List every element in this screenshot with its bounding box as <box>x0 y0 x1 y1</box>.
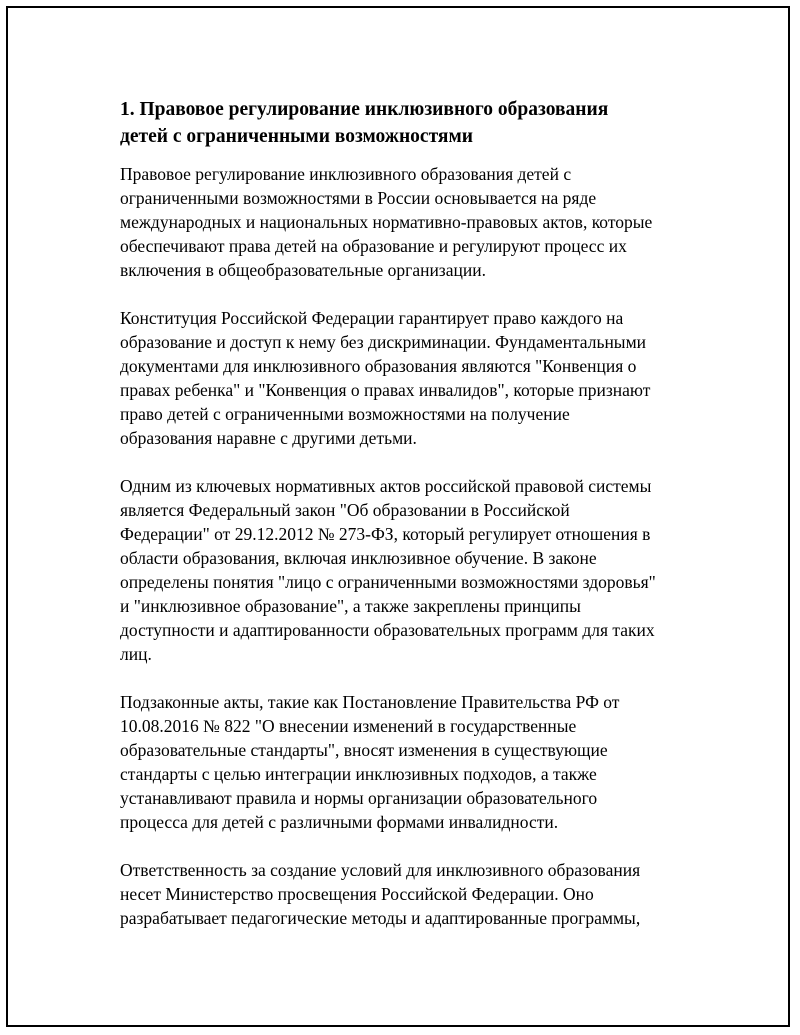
paragraph-legal-basis <box>120 162 696 282</box>
text-line: обеспечивают права детей на образование и регулируют процесс их <box>120 236 627 256</box>
text-line: устанавливают правила и нормы организации образовательного <box>120 788 598 808</box>
text-line: ограниченными возможностями в России основывается на ряде <box>120 188 597 208</box>
text-line: и "инклюзивное образование", а также закреплены принципы <box>120 596 581 616</box>
text-line: Конституция Российской Федерации гарантирует право каждого на <box>120 308 624 328</box>
text-line: области образования, включая инклюзивное обучение. В законе <box>120 548 597 568</box>
text-line: несет Министерство просвещения Российской Федерации. Оно <box>120 884 594 904</box>
paragraph-bylaws <box>120 690 696 834</box>
text-line: процесса для детей с различными формами инвалидности. <box>120 812 559 832</box>
text-line: 10.08.2016 № 822 "О внесении изменений в государственные <box>120 716 577 736</box>
text-line: международных и национальных нормативно-правовых актов, которые <box>120 212 653 232</box>
document-body <box>120 96 696 954</box>
text-line: Ответственность за создание условий для инклюзивного образования <box>120 860 641 880</box>
paragraph-constitution <box>120 306 696 450</box>
paragraph-federal-law <box>120 474 696 666</box>
section-heading <box>120 96 696 150</box>
paragraph-ministry <box>120 858 696 930</box>
heading-line: детей с ограниченными возможностями <box>120 126 473 147</box>
page-frame <box>6 6 790 1027</box>
text-line: разрабатывает педагогические методы и адаптированные программы, <box>120 908 641 928</box>
text-line: определены понятия "лицо с ограниченными возможностями здоровья" <box>120 572 656 592</box>
text-line: образовательные стандарты", вносят изменения в существующие <box>120 740 608 760</box>
text-line: стандарты с целью интеграции инклюзивных подходов, а также <box>120 764 597 784</box>
text-line: образования наравне с другими детьми. <box>120 428 417 448</box>
text-line: является Федеральный закон "Об образовании в Российской <box>120 500 570 520</box>
text-line: правах ребенка" и "Конвенция о правах инвалидов", которые признают <box>120 380 651 400</box>
text-line: образование и доступ к нему без дискриминации. Фундаментальными <box>120 332 647 352</box>
text-line: доступности и адаптированности образовательных программ для таких <box>120 620 655 640</box>
text-line: лиц. <box>120 644 152 664</box>
text-line: документами для инклюзивного образования являются "Конвенция о <box>120 356 637 376</box>
text-line: Одним из ключевых нормативных актов российской правовой системы <box>120 476 652 496</box>
text-line: Правовое регулирование инклюзивного образования детей с <box>120 164 572 184</box>
heading-line: 1. Правовое регулирование инклюзивного образования <box>120 99 609 120</box>
text-line: Федерации" от 29.12.2012 № 273-ФЗ, который регулирует отношения в <box>120 524 651 544</box>
text-line: включения в общеобразовательные организации. <box>120 260 486 280</box>
text-line: право детей с ограниченными возможностями на получение <box>120 404 570 424</box>
text-line: Подзаконные акты, такие как Постановление Правительства РФ от <box>120 692 620 712</box>
